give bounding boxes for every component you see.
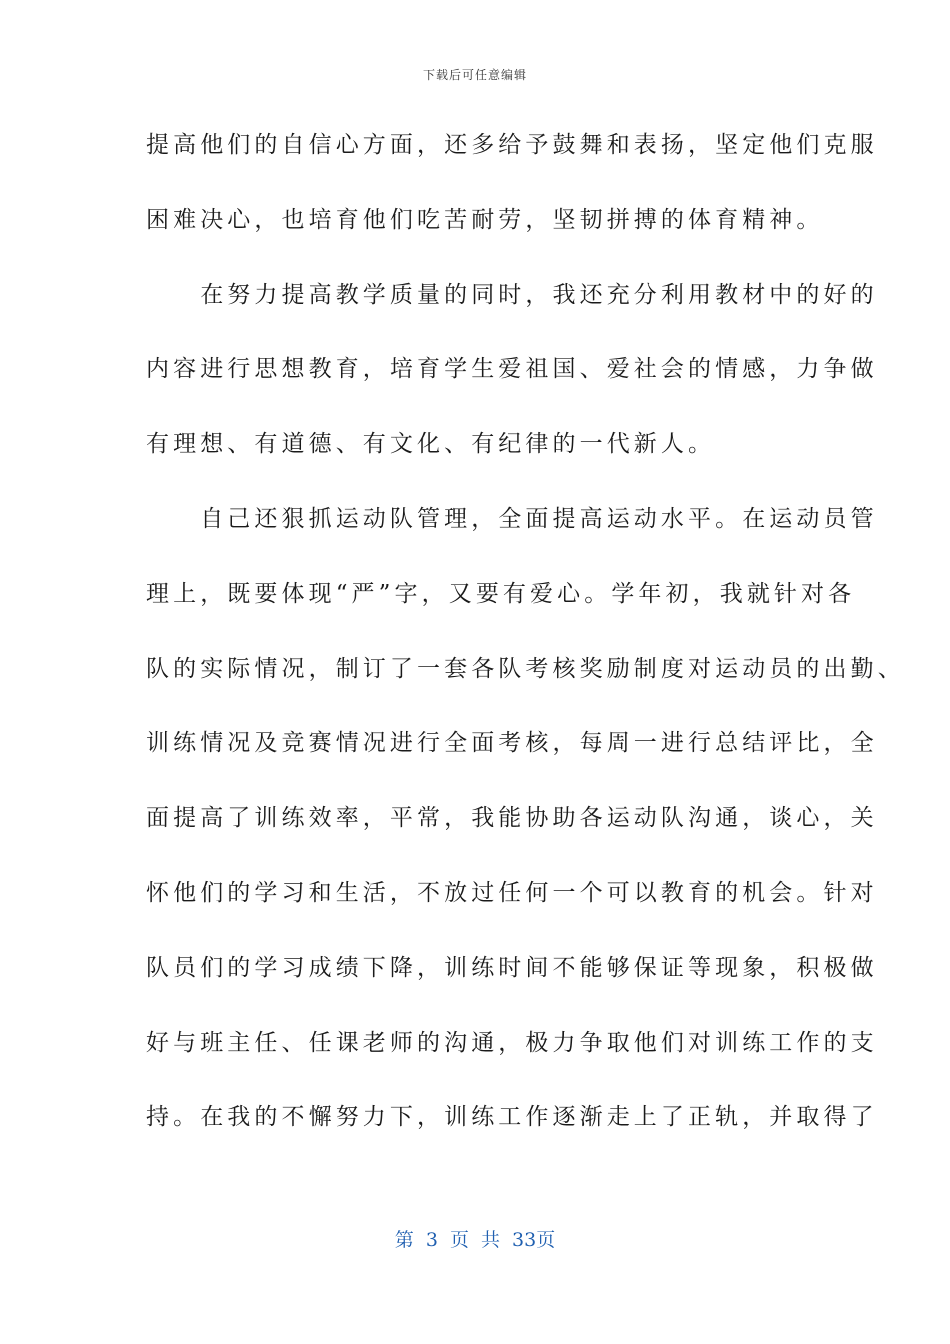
text-line: 持。在我的不懈努力下，训练工作逐渐走上了正轨，并取得了 [146, 1104, 878, 1131]
page-number-footer: 第 3 页 共 33页 [394, 1229, 556, 1251]
page-header: 下载后可任意编辑 [422, 68, 527, 82]
text-line: 困难决心，也培育他们吃苦耐劳，坚韧拼搏的体育精神。 [146, 206, 824, 233]
text-line: 提高他们的自信心方面，还多给予鼓舞和表扬，坚定他们克服 [146, 132, 878, 158]
text-line: 面提高了训练效率，平常，我能协助各运动队沟通，谈心，关 [146, 805, 878, 832]
text-line: 内容进行思想教育，培育学生爱祖国、爱社会的情感，力争做 [146, 356, 878, 383]
text-line: 好与班主任、任课老师的沟通，极力争取他们对训练工作的支 [146, 1029, 878, 1056]
text-line: 队员们的学习成绩下降，训练时间不能够保证等现象，积极做 [146, 954, 878, 981]
text-line: 怀他们的学习和生活，不放过任何一个可以教育的机会。针对 [146, 879, 878, 906]
text-line: 有理想、有道德、有文化、有纪律的一代新人。 [146, 431, 716, 458]
text-line: 队的实际情况，制订了一套各队考核奖励制度对运动员的出勤、 [146, 655, 905, 682]
text-line: 在努力提高教学质量的同时，我还充分利用教材中的好的 [146, 281, 878, 308]
text-line: 自己还狠抓运动队管理，全面提高运动水平。在运动员管 [146, 505, 878, 532]
text-line: 训练情况及竞赛情况进行全面考核，每周一进行总结评比，全 [146, 730, 878, 757]
document-body [146, 120, 905, 1167]
text-line: 理上，既要体现“严”字，又要有爱心。学年初，我就针对各 [146, 580, 856, 607]
